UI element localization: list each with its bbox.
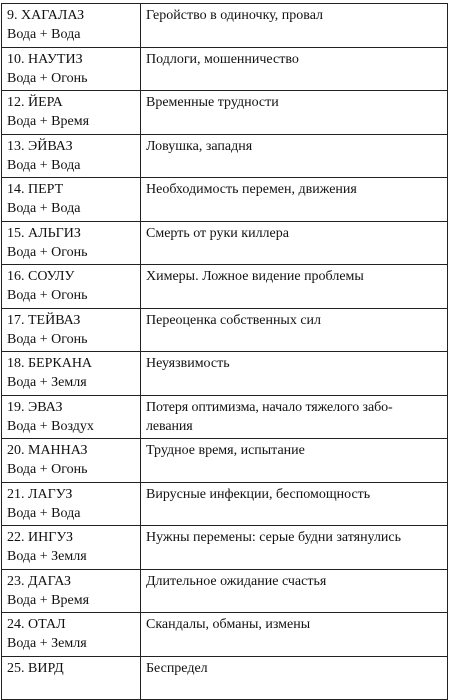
rune-elements: Вода + Огонь [7, 244, 88, 260]
meaning-cell: Скандалы, обманы, измены [141, 613, 448, 657]
meaning-cell: Беспредел [141, 656, 448, 700]
rune-name: 15. АЛЬГИЗ [7, 225, 81, 241]
table-row [2, 47, 448, 91]
meaning-cell: Подлоги, мошенничество [141, 47, 448, 91]
rune-cell [2, 47, 141, 91]
table-row [2, 613, 448, 657]
meaning-cell: Геройство в одиночку, провал [141, 4, 448, 48]
rune-elements: Вода + Вода [7, 27, 81, 42]
rune-cell [2, 308, 141, 352]
rune-elements: Вода + Огонь [7, 462, 88, 477]
rune-cell [2, 265, 141, 309]
rune-name: 24. ОТАЛ [7, 617, 66, 632]
meaning-cell: Длительное ожидание счастья [141, 569, 448, 613]
rune-cell [2, 221, 141, 265]
rune-name: 23. ДАГАЗ [7, 573, 72, 589]
table-row [2, 656, 448, 700]
rune-elements: Вода + Огонь [7, 331, 88, 347]
rune-elements: Вода + Вода [7, 505, 81, 521]
rune-cell [2, 482, 141, 526]
rune-cell [2, 439, 141, 483]
rune-name: 21. ЛАГУЗ [7, 486, 73, 502]
rune-elements: Вода + Земля [7, 549, 87, 564]
table-row [2, 439, 448, 483]
rune-cell [2, 613, 141, 657]
rune-cell [2, 569, 141, 613]
rune-cell [2, 395, 141, 439]
meaning-cell: Вирусные инфекции, беспомощность [141, 482, 448, 526]
rune-cell [2, 4, 141, 48]
rune-name: 12. ЙЕРА [7, 95, 63, 110]
meaning-cell: Трудное время, испытание [141, 439, 448, 483]
table-row [2, 352, 448, 396]
rune-elements: Вода + Огонь [7, 70, 88, 86]
rune-elements: Вода + Земля [7, 375, 87, 390]
rune-name: 16. СОУЛУ [7, 269, 75, 284]
rune-name: 22. ИНГУЗ [7, 530, 74, 545]
table-row [2, 308, 448, 352]
rune-elements: Вода + Вода [7, 201, 81, 216]
table-row [2, 4, 448, 48]
rune-cell [2, 134, 141, 178]
table-row [2, 134, 448, 178]
rune-name: 19. ЭВАЗ [7, 399, 63, 415]
rune-elements: Вода + Вода [7, 157, 81, 173]
rune-name: 14. ПЕРТ [7, 182, 64, 197]
table-row [2, 91, 448, 135]
meaning-cell: Ловушка, западня [141, 134, 448, 178]
meaning-line: левания [146, 418, 193, 434]
rune-name: 10. НАУТИЗ [7, 51, 83, 67]
meaning-cell: Нужны перемены: серые будни затянулись [141, 526, 448, 570]
meaning-cell: Временные трудности [141, 91, 448, 135]
rune-name: 13. ЭЙВАЗ [7, 138, 73, 154]
rune-elements: Вода + Земля [7, 636, 87, 651]
meaning-cell: Переоценка собственных сил [141, 308, 448, 352]
rune-elements: Вода + Время [7, 114, 90, 129]
meaning-cell [141, 395, 448, 439]
rune-cell [2, 526, 141, 570]
rune-name: 17. ТЕЙВАЗ [7, 312, 81, 328]
rune-name: 9. ХАГАЛАЗ [7, 8, 85, 23]
rune-elements: Вода + Воздух [7, 418, 94, 434]
rune-name: 18. БЕРКАНА [7, 356, 93, 371]
meaning-cell: Химеры. Ложное видение проблемы [141, 265, 448, 309]
rune-cell [2, 91, 141, 135]
table-row [2, 221, 448, 265]
meaning-line: Потеря оптимизма, начало тяжелого забо- [146, 399, 393, 415]
meaning-cell: Неуязвимость [141, 352, 448, 396]
table-row [2, 178, 448, 222]
table-row [2, 395, 448, 439]
rune-elements: Вода + Время [7, 592, 90, 608]
meaning-cell: Смерть от руки киллера [141, 221, 448, 265]
meaning-cell: Необходимость перемен, движения [141, 178, 448, 222]
table-row [2, 569, 448, 613]
table-row [2, 265, 448, 309]
table-row [2, 482, 448, 526]
rune-cell [2, 352, 141, 396]
table-row [2, 526, 448, 570]
rune-cell [2, 656, 141, 700]
rune-elements: Вода + Огонь [7, 288, 88, 303]
rune-cell [2, 178, 141, 222]
rune-name: 20. МАННАЗ [7, 443, 88, 458]
rune-combinations-table [1, 3, 448, 700]
rune-name: 25. ВИРД [7, 660, 64, 676]
